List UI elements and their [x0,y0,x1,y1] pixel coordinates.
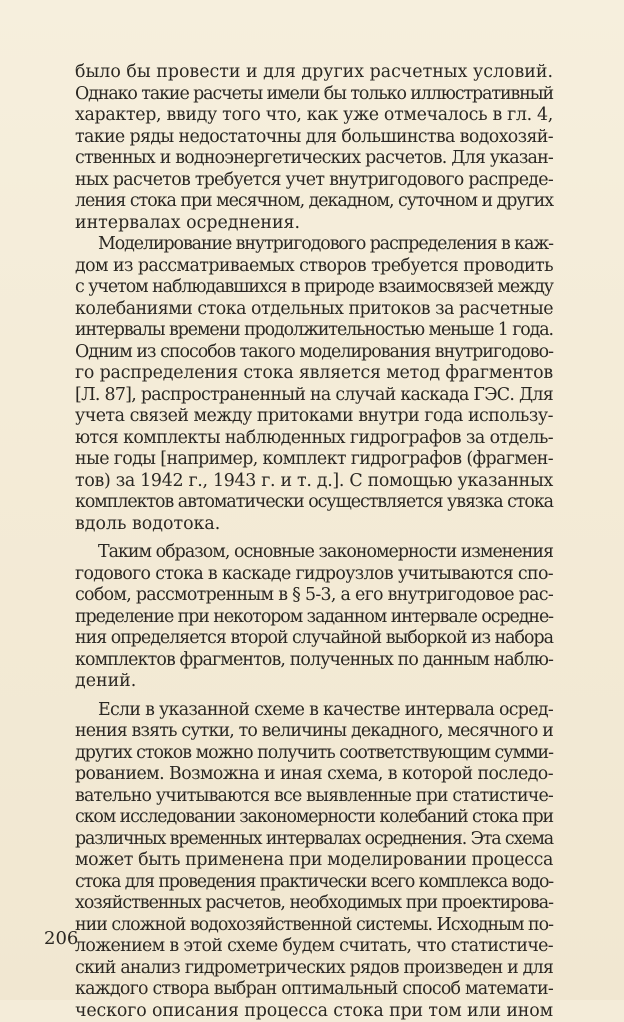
text-line: нения взять сутки, то величины декадного, месячного и [75,721,553,743]
text-line: Одним из способов такого моделирования внутригодово- [75,342,553,364]
text-line: ческого описания процесса стока при том или ином [75,1001,553,1022]
text-line: вдоль водотока. [75,514,553,536]
paragraph-1 [75,62,553,234]
page-number: 206 [44,928,78,949]
paragraph-3 [75,542,553,693]
text-line: было бы провести и для других расчетных условий. [75,62,553,84]
text-line: различных временных интервалах осреднения. Эта схема [75,829,553,851]
text-line: хозяйственных расчетов, необходимых при проектирова- [75,893,553,915]
paragraph-2 [75,234,553,535]
text-line: ные годы [например, комплект гидрографов (фрагмен- [75,449,553,471]
text-line: собом, рассмотренным в § 5-3, а его внутригодовое рас- [75,585,553,607]
paragraph-4 [75,700,553,1022]
text-line: может быть применена при моделировании процесса [75,850,553,872]
text-line: Если в указанной схеме в качестве интервала осред- [75,700,553,722]
text-line: нии сложной водохозяйственной системы. Исходным по- [75,915,553,937]
text-line: Таким образом, основные закономерности изменения [75,542,553,564]
text-line: пределение при некотором заданном интервале осредне- [75,607,553,629]
text-line: характер, ввиду того что, как уже отмечалось в гл. 4, [75,105,553,127]
text-line: интервалы времени продолжительностью меньше 1 года. [75,320,553,342]
text-line: ственных и водноэнергетических расчетов. Для указан- [75,148,553,170]
text-line: каждого створа выбран оптимальный способ математи- [75,979,553,1001]
text-line: учета связей между притоками внутри года использу- [75,406,553,428]
text-line: годового стока в каскаде гидроузлов учитываются спо- [75,564,553,586]
text-line: стока для проведения практически всего комплекса водо- [75,872,553,894]
text-line: комплектов автоматически осуществляется увязка стока [75,492,553,514]
text-line: ления стока при месячном, декадном, суточном и других [75,191,553,213]
text-line: комплектов фрагментов, полученных по данным наблю- [75,650,553,672]
text-line: дений. [75,671,553,693]
text-line: вательно учитываются все выявленные при статистиче- [75,786,553,808]
text-line: Однако такие расчеты имели бы только иллюстративный [75,84,553,106]
text-line: ложением в этой схеме будем считать, что статистиче- [75,936,553,958]
body-text [75,62,553,1022]
text-line: ния определяется второй случайной выборкой из набора [75,628,553,650]
text-line: ский анализ гидрометрических рядов произведен и для [75,958,553,980]
text-line: интервалах осреднения. [75,213,553,235]
text-line: тов) за 1942 г., 1943 г. и т. д.]. С помощью указанных [75,471,553,493]
text-line: [Л. 87], распространенный на случай каскада ГЭС. Для [75,385,553,407]
text-line: ных расчетов требуется учет внутригодового распреде- [75,170,553,192]
text-line: Моделирование внутригодового распределения в каж- [75,234,553,256]
text-line: такие ряды недостаточны для большинства водохозяй- [75,127,553,149]
text-line: дом из рассматриваемых створов требуется проводить [75,256,553,278]
text-line: ском исследовании закономерности колебаний стока при [75,807,553,829]
text-line: других стоков можно получить соответствующим сумми- [75,743,553,765]
text-line: ются комплекты наблюденных гидрографов за отдель- [75,428,553,450]
text-line: рованием. Возможна и иная схема, в которой последо- [75,764,553,786]
text-line: колебаниями стока отдельных притоков за расчетные [75,299,553,321]
text-line: с учетом наблюдавшихся в природе взаимосвязей между [75,277,553,299]
text-line: го распределения стока является метод фрагментов [75,363,553,385]
